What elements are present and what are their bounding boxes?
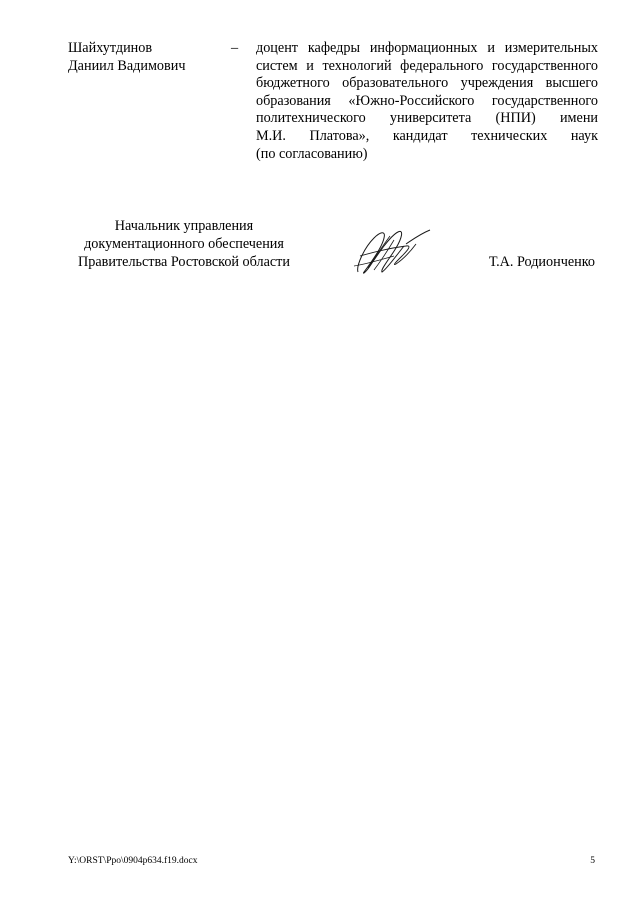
member-name xyxy=(68,40,238,75)
member-role-line: бюджетного образовательного учреждения высшего xyxy=(256,75,598,92)
member-given-names: Даниил Вадимович xyxy=(68,57,186,74)
signatory-name: Т.А. Родионченко xyxy=(488,254,595,270)
member-surname: Шайхутдинов xyxy=(68,40,153,56)
signatory-position xyxy=(64,218,304,271)
member-role-line: доцент кафедры информационных и измерительных xyxy=(256,40,598,56)
signatory-position-line: Правительства Ростовской области xyxy=(78,253,290,270)
member-role-line: образования «Южно-Российского государственного xyxy=(256,92,598,109)
signatory-position-line: документационного обеспечения xyxy=(84,235,284,252)
member-dash: – xyxy=(231,40,239,56)
signatory-position-line: Начальник управления xyxy=(114,218,254,234)
handwritten-signature xyxy=(350,226,440,278)
member-role-line: политехнического университета (НПИ) имени xyxy=(256,110,598,127)
footer-file-path: Y:\ORST\Ppo\0904p634.f19.docx xyxy=(68,856,198,866)
member-role-line: систем и технологий федерального государственного xyxy=(256,57,598,74)
member-role-description xyxy=(256,40,598,163)
member-role-line: М.И. Платова», кандидат технических наук xyxy=(256,127,598,144)
member-role-line: (по согласованию) xyxy=(256,145,368,162)
page-number: 5 xyxy=(590,856,595,866)
